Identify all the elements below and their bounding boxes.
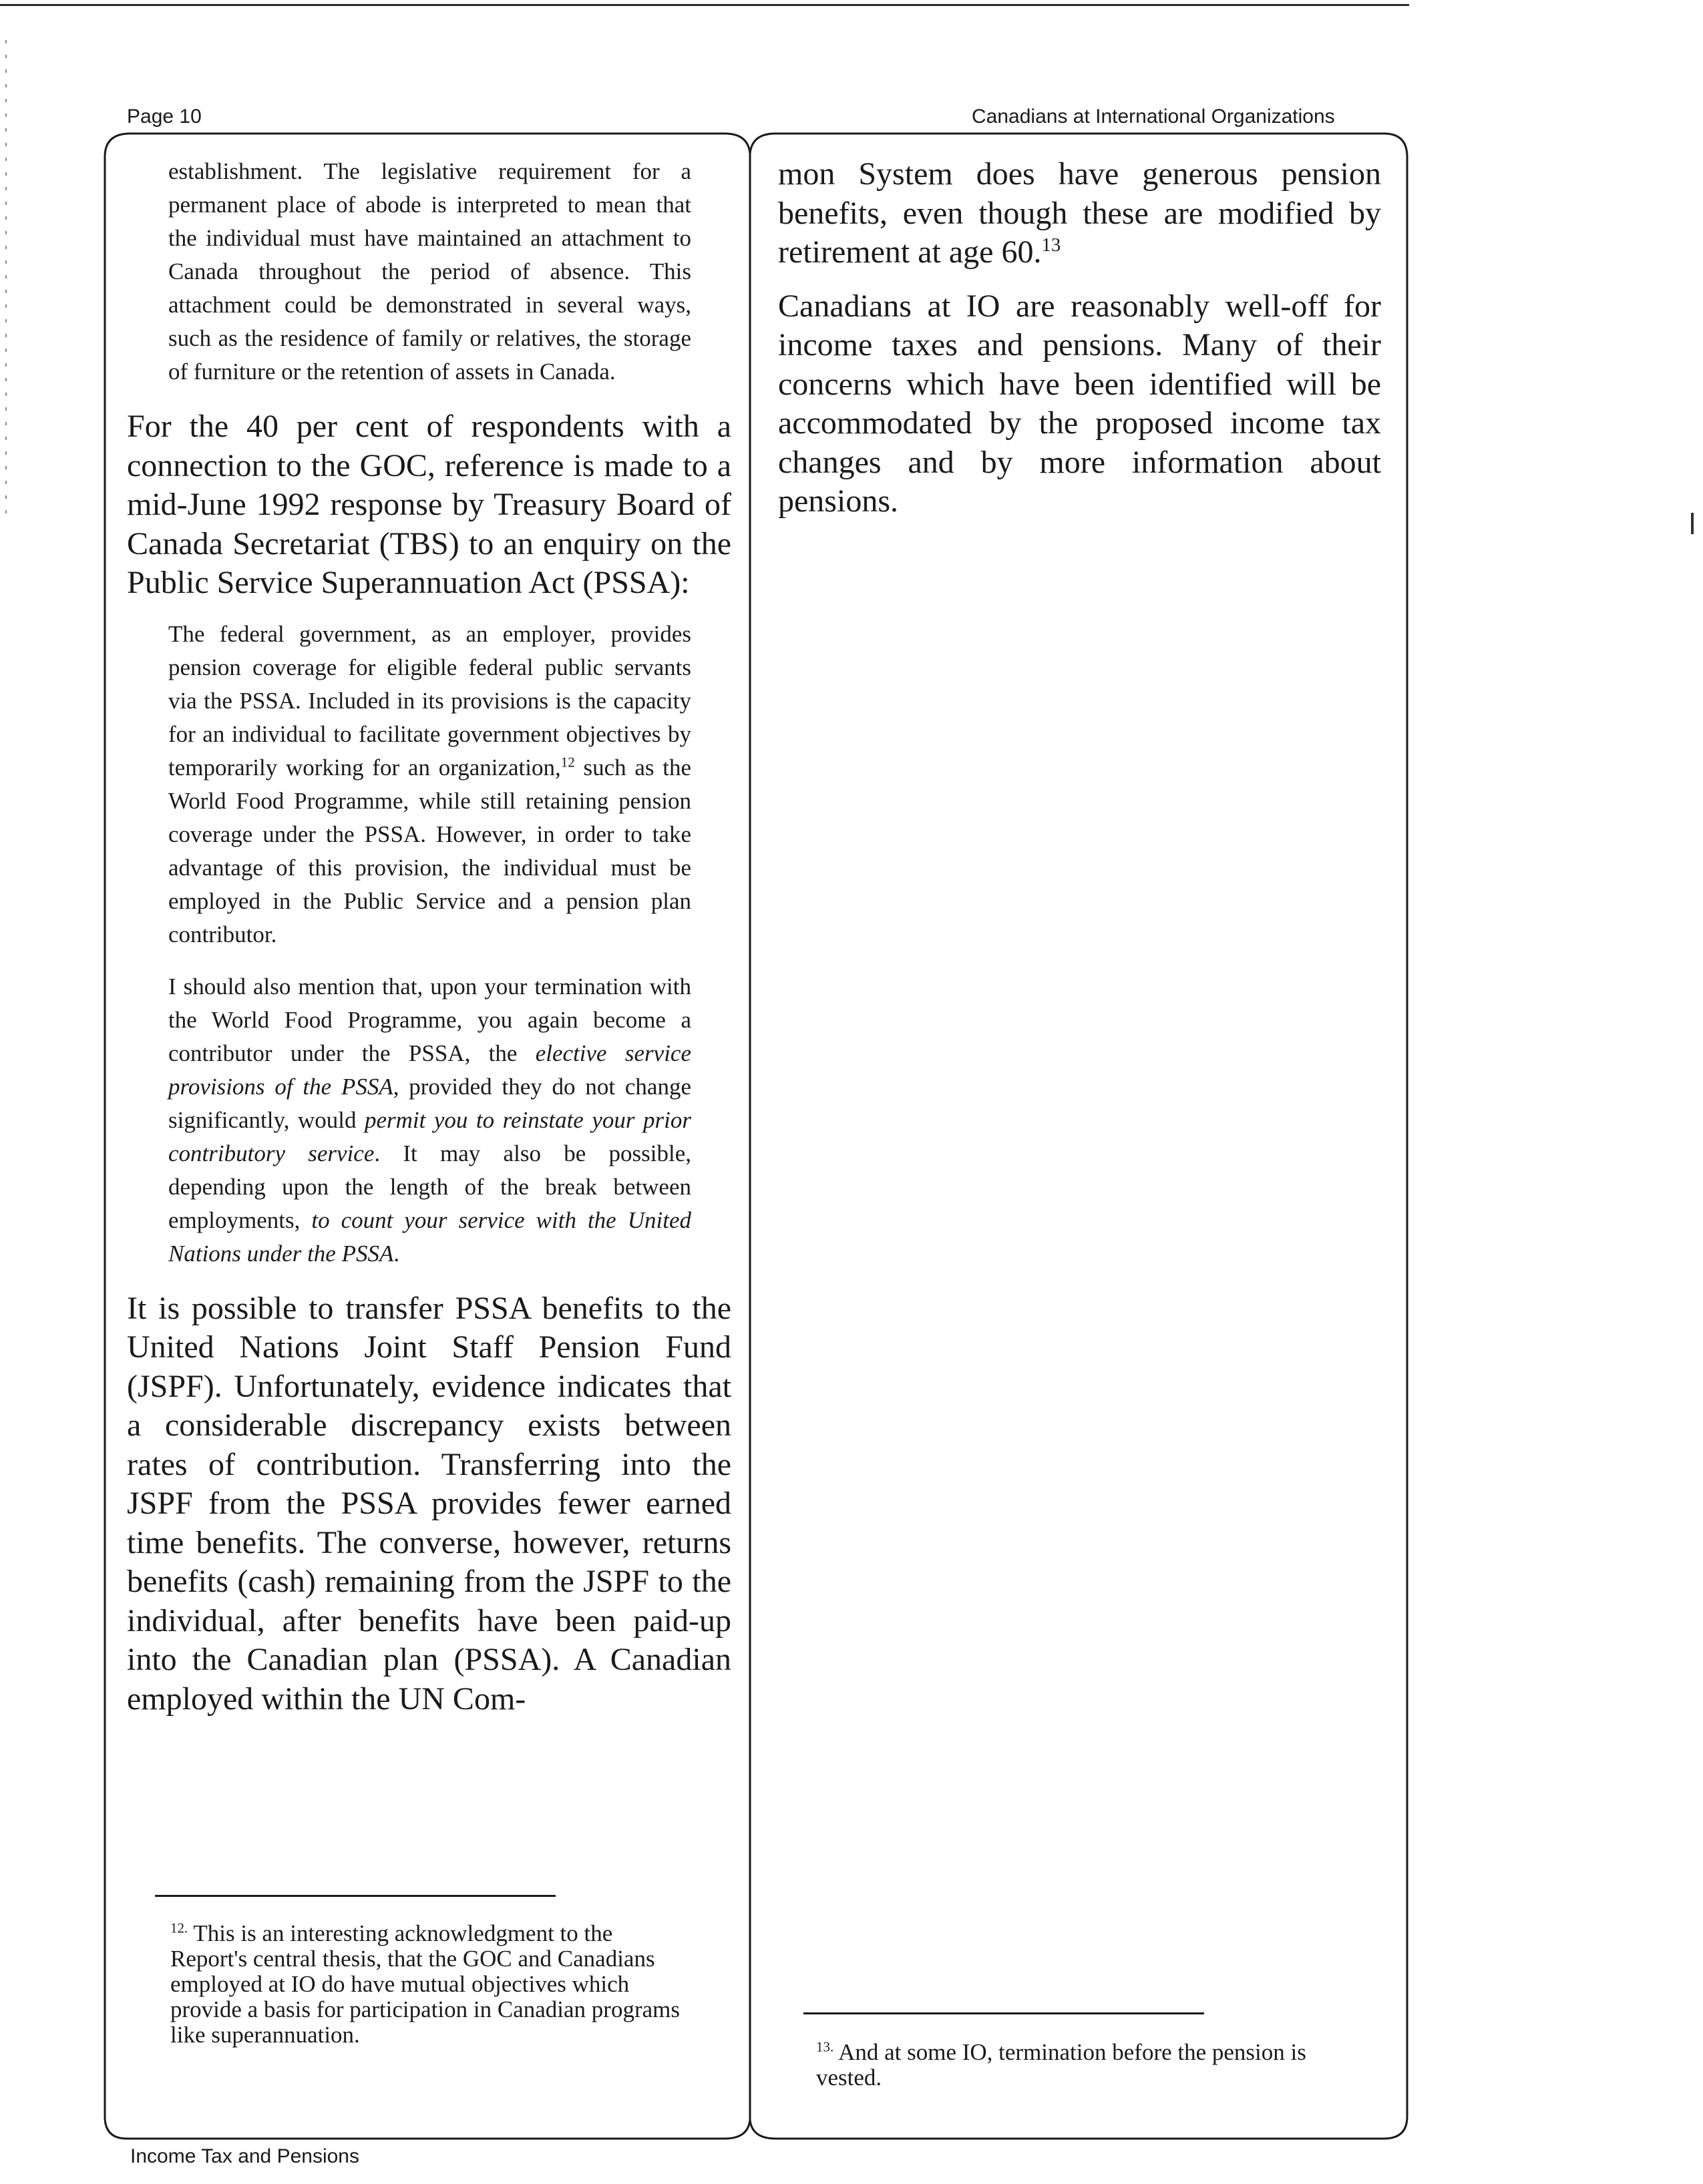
quote-block-residence: establishment. The legislative requirement for a permanent place of abode is interpreted to mean that the individual must have maintained an attachment to Canada throughout the period of absence. This attachment could be demonstrated in several ways, such as the residence of family or relatives, the storage of furniture or the retention of assets in Canada.: [168, 158, 691, 385]
page-number: Page 10: [127, 105, 202, 128]
paragraph-common-system: mon System does have generous pension benefits, even though these are modified by retirement at age 60.13: [778, 156, 1381, 270]
footnote-rule-right: [803, 2012, 1204, 2014]
quote-block-termination: I should also mention that, upon your termination with the World Food Programme, you again become a contributor under the PSSA, the elective service provisions of the PSSA, provided they do not change significantly, would permit you to reinstate your prior contributory service. It may also be possible, depending upon the length of the break between employments, to count your service with the United Nations under the PSSA.: [168, 973, 691, 1267]
paragraph-goc-connection: For the 40 per cent of respondents with a connection to the GOC, reference is made to a mid-June 1992 response by Treasury Board of Canada Secretariat (TBS) to an enquiry on the Public Service Superannuation Act (PSSA):: [127, 409, 731, 600]
footnote-13: $^{13.}$ And at some IO, termination before the pension is vested.: [816, 2038, 1306, 2091]
footnote-12: $^{12.}$ This is an interesting acknowledgment to the Report's central thesis, that the GOC and Canadians employed at IO do have mutual objectives which provide a basis for participation in Canadian programs like superannuation.: [170, 1920, 680, 2048]
footnote-rule-left: [155, 1895, 556, 1897]
paragraph-jspf-transfer: It is possible to transfer PSSA benefits to the United Nations Joint Staff Pension Fund (JSPF). Unfortunately, evidence indicates that a considerable discrepancy exists between rates of contribution. Transferring into the JSPF from the PSSA provides fewer earned time benefits. The converse, however, returns benefits (cash) remaining from the JSPF to the individual, after benefits have been paid-up into the Canadian plan (PSSA). A Canadian employed within the UN Com-: [127, 1290, 731, 1717]
right-column: [778, 155, 1381, 536]
running-footer: Income Tax and Pensions: [130, 2145, 359, 2167]
quote-block-pssa: The federal government, as an employer, provides pension coverage for eligible federal public servants via the PSSA. Included in its provisions is the capacity for an individual to facilitate government objectives by temporarily working for an organization,$^{12}$ such as the World Food Programme, while still retaining pension coverage under the PSSA. However, in order to take advantage of this provision, the individual must be employed in the Public Service and a pension plan contributor.: [168, 620, 692, 947]
running-title: Canadians at International Organizations: [972, 105, 1335, 128]
footnote-ref-13: 13: [1041, 234, 1061, 256]
footnote-ref-12: 12: [560, 753, 575, 770]
paragraph-conclusion: Canadians at IO are reasonably well-off for income taxes and pensions. Many of their concerns which have been identified will be accommodated by the proposed income tax changes and by more information about pensions.: [778, 288, 1381, 519]
left-column: [127, 155, 731, 1733]
